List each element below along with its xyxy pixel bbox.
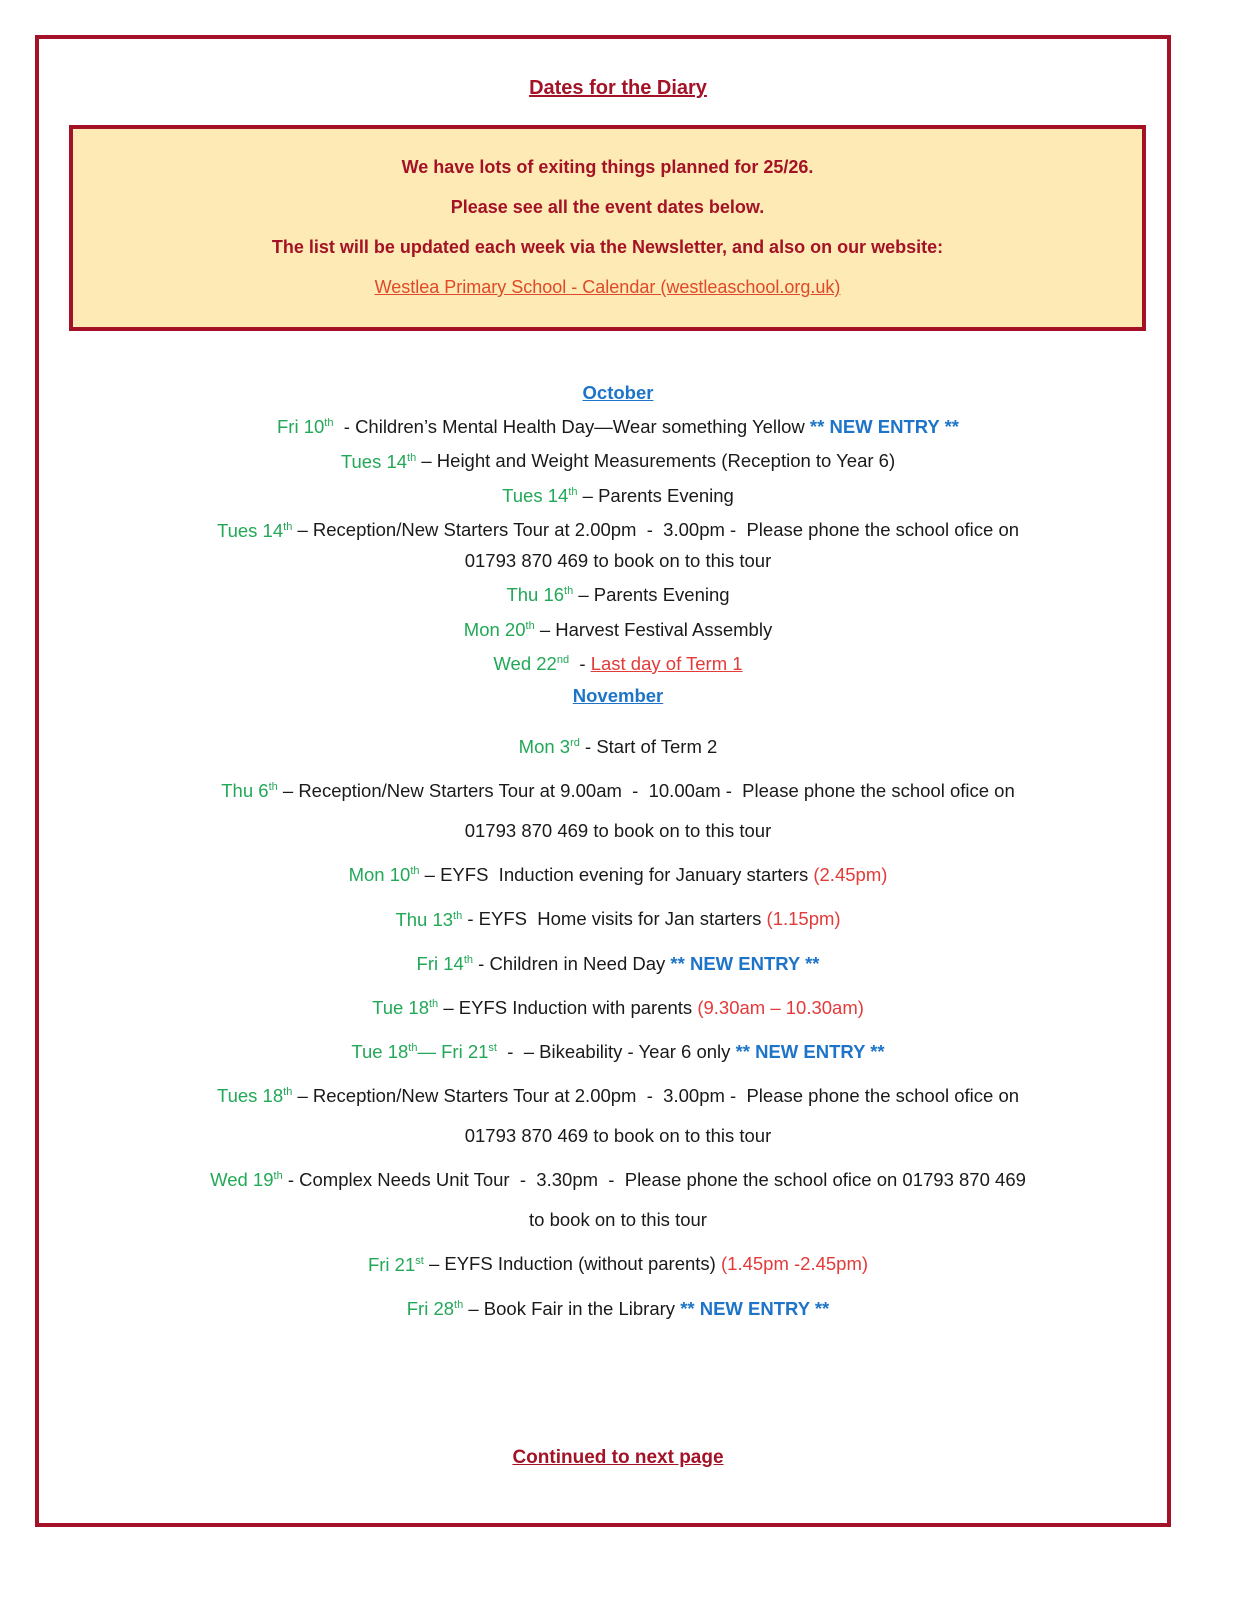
event-row <box>0 511 1236 545</box>
date-suffix: th <box>407 451 417 464</box>
event-text: - <box>569 653 591 675</box>
month-heading-october: October <box>582 382 654 403</box>
event-row <box>0 1285 1236 1329</box>
calendar-link[interactable]: Westlea Primary School - Calendar (westleaschool.org.uk) <box>374 277 841 297</box>
page-title: Dates for the Diary <box>529 77 707 99</box>
date-suffix: st <box>488 1041 497 1054</box>
event-date: Mon 20th <box>463 618 535 640</box>
event-text: – Reception/New Starters Tour at 2.00pm - 3.00pm - Please phone the school ofice on <box>292 1085 1020 1107</box>
event-date: Thu 13th <box>395 908 463 930</box>
event-text: – EYFS Induction with parents <box>438 996 698 1018</box>
event-date: Fri 14th <box>416 952 473 974</box>
event-time: (2.45pm) <box>813 864 888 886</box>
event-row <box>0 1156 1236 1200</box>
event-date: Tues 14th <box>216 519 293 541</box>
date-suffix: rd <box>570 737 580 749</box>
event-row <box>0 611 1236 645</box>
date-suffix: th <box>273 1170 283 1183</box>
event-row <box>0 940 1236 984</box>
event-row <box>0 1240 1236 1284</box>
date-suffix: nd <box>556 654 570 667</box>
date-suffix: th <box>564 585 574 598</box>
event-date: Tues 14th <box>340 450 417 472</box>
event-row <box>0 1072 1236 1116</box>
event-date: Fri 28th <box>406 1297 464 1319</box>
event-text: – EYFS Induction (without parents) <box>423 1253 721 1275</box>
date-suffix: th <box>410 865 420 878</box>
continued-note: Continued to next page <box>512 1447 724 1468</box>
notice-line-1: We have lots of exiting things planned for 25/26. <box>401 157 814 177</box>
date-suffix: th <box>324 417 334 429</box>
date-suffix: th <box>525 619 535 632</box>
event-date: Thu 6th <box>221 780 278 802</box>
event-date: Tues 14th <box>502 485 578 507</box>
event-text: - Children’s Mental Health Day—Wear something Yellow <box>333 416 810 438</box>
month-heading-november: November <box>572 685 664 706</box>
date-suffix: th <box>429 997 439 1010</box>
date-suffix: th <box>268 781 278 794</box>
date-suffix: st <box>415 1254 424 1267</box>
event-row <box>0 851 1236 895</box>
date-suffix: th <box>568 485 578 498</box>
new-entry-badge: ** NEW ENTRY ** <box>670 952 820 974</box>
event-date: Mon 10th <box>348 864 420 886</box>
event-date: Fri 21st <box>367 1253 424 1275</box>
event-date: Wed 22nd <box>493 653 570 675</box>
event-text: – Parents Evening <box>577 485 734 507</box>
event-row <box>0 723 1236 767</box>
date-suffix: th <box>283 520 293 533</box>
event-row-continued: 01793 870 469 to book on to this tour <box>464 820 772 842</box>
event-link[interactable]: Last day of Term 1 <box>590 653 743 675</box>
event-date: Tues 18th <box>216 1085 293 1107</box>
event-text: – Harvest Festival Assembly <box>534 618 773 640</box>
event-row-continued: 01793 870 469 to book on to this tour <box>464 1125 772 1147</box>
event-row <box>0 576 1236 610</box>
event-row <box>0 895 1236 939</box>
event-text: – Book Fair in the Library <box>463 1297 681 1319</box>
event-row-continued: 01793 870 469 to book on to this tour <box>464 549 772 571</box>
event-row-continued: to book on to this tour <box>529 1209 707 1231</box>
event-text: - Children in Need Day <box>473 952 671 974</box>
event-text: – EYFS Induction evening for January starters <box>419 864 814 886</box>
event-date: Tue 18th <box>372 996 439 1018</box>
event-date: Tue 18th— Fri 21st <box>351 1041 497 1063</box>
event-text: – Reception/New Starters Tour at 9.00am - 10.00am - Please phone the school ofice on <box>277 780 1015 802</box>
event-date: Thu 16th <box>506 584 574 606</box>
october-section <box>0 380 1236 679</box>
date-suffix: th <box>283 1086 293 1099</box>
event-row <box>0 1028 1236 1072</box>
date-suffix: th <box>454 1298 464 1311</box>
new-entry-badge: ** NEW ENTRY ** <box>680 1297 830 1319</box>
event-text: – Height and Weight Measurements (Reception to Year 6) <box>416 450 896 472</box>
notice-line-3: The list will be updated each week via the Newsletter, and also on our website: <box>271 237 944 257</box>
event-date: Mon 3rd <box>518 736 580 758</box>
event-row <box>0 984 1236 1028</box>
new-entry-badge: ** NEW ENTRY ** <box>809 416 959 438</box>
notice-box <box>69 125 1146 331</box>
event-text: - EYFS Home visits for Jan starters <box>462 908 767 930</box>
event-row <box>0 408 1236 442</box>
new-entry-badge: ** NEW ENTRY ** <box>735 1041 885 1063</box>
event-text: - – Bikeability - Year 6 only <box>496 1041 736 1063</box>
event-text: - Start of Term 2 <box>579 736 718 758</box>
notice-line-2: Please see all the event dates below. <box>450 197 765 217</box>
november-section <box>0 683 1236 1329</box>
event-text: – Parents Evening <box>573 584 730 606</box>
event-time: (9.30am – 10.30am) <box>697 996 864 1018</box>
event-text: - Complex Needs Unit Tour - 3.30pm - Please phone the school ofice on 01793 870 469 <box>282 1169 1026 1191</box>
event-row <box>0 767 1236 811</box>
event-row <box>0 442 1236 476</box>
event-text: – Reception/New Starters Tour at 2.00pm - 3.00pm - Please phone the school ofice on <box>292 519 1020 541</box>
event-date: Wed 19th <box>210 1169 283 1191</box>
event-row <box>0 645 1236 679</box>
event-date: Fri 10th <box>277 416 334 438</box>
event-time: (1.45pm -2.45pm) <box>721 1253 869 1275</box>
date-suffix: th <box>453 909 463 922</box>
date-suffix: th <box>408 1041 418 1054</box>
event-time: (1.15pm) <box>766 908 841 930</box>
date-suffix: th <box>463 953 473 966</box>
event-row <box>0 477 1236 511</box>
